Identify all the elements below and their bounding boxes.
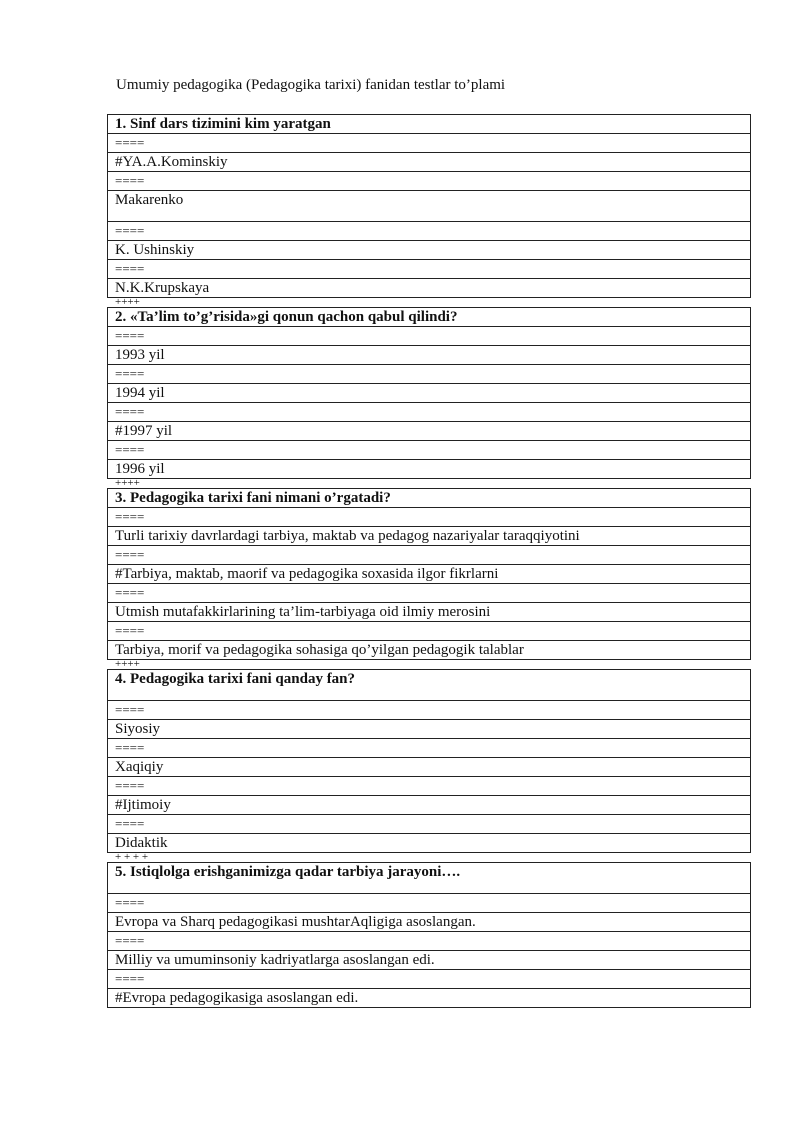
answer-separator: ==== [108,365,751,384]
table-row [108,489,751,508]
table-row [108,134,751,153]
question-text: 1. Sinf dars tizimini kim yaratgan [108,115,751,134]
answer-separator: ==== [108,260,751,279]
table-row [108,863,751,894]
answer-option: #1997 yil [108,422,751,441]
table-row [108,260,751,279]
answer-separator: ==== [108,815,751,834]
table-row [108,191,751,222]
answer-option: K. Ushinskiy [108,241,751,260]
answer-option: #Tarbiya, maktab, maorif va pedagogika soxasida ilgor fikrlarni [108,565,751,584]
answer-option: Utmish mutafakkirlarining ta’lim-tarbiyaga oid ilmiy merosini [108,603,751,622]
table-row [108,222,751,241]
table-row [108,115,751,134]
answer-option: 1993 yil [108,346,751,365]
table-row [108,739,751,758]
question-terminator: ++++ [115,296,140,308]
question-table [107,488,751,660]
table-row [108,346,751,365]
question-text: 4. Pedagogika tarixi fani qanday fan? [108,670,751,701]
answer-option: Milliy va umuminsoniy kadriyatlarga asoslangan edi. [108,951,751,970]
question-table [107,669,751,853]
table-row [108,172,751,191]
table-row [108,932,751,951]
answer-separator: ==== [108,932,751,951]
table-row [108,365,751,384]
answer-separator: ==== [108,134,751,153]
table-row [108,565,751,584]
table-row [108,603,751,622]
answer-separator: ==== [108,403,751,422]
table-row [108,546,751,565]
table-row [108,989,751,1008]
answer-separator: ==== [108,739,751,758]
table-row [108,796,751,815]
table-row [108,422,751,441]
question-terminator: ++++ [115,477,140,489]
table-row [108,441,751,460]
table-row [108,701,751,720]
answer-separator: ==== [108,777,751,796]
answer-option: #Ijtimoiy [108,796,751,815]
answer-separator: ==== [108,894,751,913]
answer-separator: ==== [108,222,751,241]
question-list [107,114,751,1008]
answer-separator: ==== [108,622,751,641]
table-row [108,815,751,834]
table-row [108,527,751,546]
answer-option: #Evropa pedagogikasiga asoslangan edi. [108,989,751,1008]
table-row [108,670,751,701]
document-title: Umumiy pedagogika (Pedagogika tarixi) fanidan testlar to’plami [116,77,506,93]
question-text: 3. Pedagogika tarixi fani nimani o’rgatadi? [108,489,751,508]
table-row [108,777,751,796]
answer-separator: ==== [108,441,751,460]
table-row [108,622,751,641]
answer-separator: ==== [108,172,751,191]
answer-option: N.K.Krupskaya [108,279,751,298]
answer-separator: ==== [108,701,751,720]
table-row [108,834,751,853]
question-terminator: + + + + [115,851,149,863]
answer-option: Xaqiqiy [108,758,751,777]
table-row [108,641,751,660]
answer-option: Siyosiy [108,720,751,739]
table-row [108,508,751,527]
question-table [107,307,751,479]
question-text: 2. «Ta’lim to’g’risida»gi qonun qachon qabul qilindi? [108,308,751,327]
table-row [108,720,751,739]
table-row [108,384,751,403]
table-row [108,951,751,970]
table-row [108,970,751,989]
table-row [108,308,751,327]
question-table [107,862,751,1008]
answer-option: 1994 yil [108,384,751,403]
table-row [108,913,751,932]
answer-option: Turli tarixiy davrlardagi tarbiya, maktab va pedagog nazariyalar taraqqiyotini [108,527,751,546]
table-row [108,403,751,422]
table-row [108,279,751,298]
answer-separator: ==== [108,584,751,603]
answer-option: Tarbiya, morif va pedagogika sohasiga qo’yilgan pedagogik talablar [108,641,751,660]
question-terminator: ++++ [115,658,140,670]
answer-option: #YA.A.Kominskiy [108,153,751,172]
table-row [108,327,751,346]
table-row [108,758,751,777]
answer-separator: ==== [108,327,751,346]
answer-separator: ==== [108,508,751,527]
table-row [108,584,751,603]
answer-separator: ==== [108,970,751,989]
answer-option: Evropa va Sharq pedagogikasi mushtarAqligiga asoslangan. [108,913,751,932]
table-row [108,894,751,913]
answer-option: Makarenko [108,191,751,222]
question-text: 5. Istiqlolga erishganimizga qadar tarbiya jarayoni…. [108,863,751,894]
table-row [108,153,751,172]
question-table [107,114,751,298]
answer-option: 1996 yil [108,460,751,479]
table-row [108,460,751,479]
answer-option: Didaktik [108,834,751,853]
table-row [108,241,751,260]
answer-separator: ==== [108,546,751,565]
